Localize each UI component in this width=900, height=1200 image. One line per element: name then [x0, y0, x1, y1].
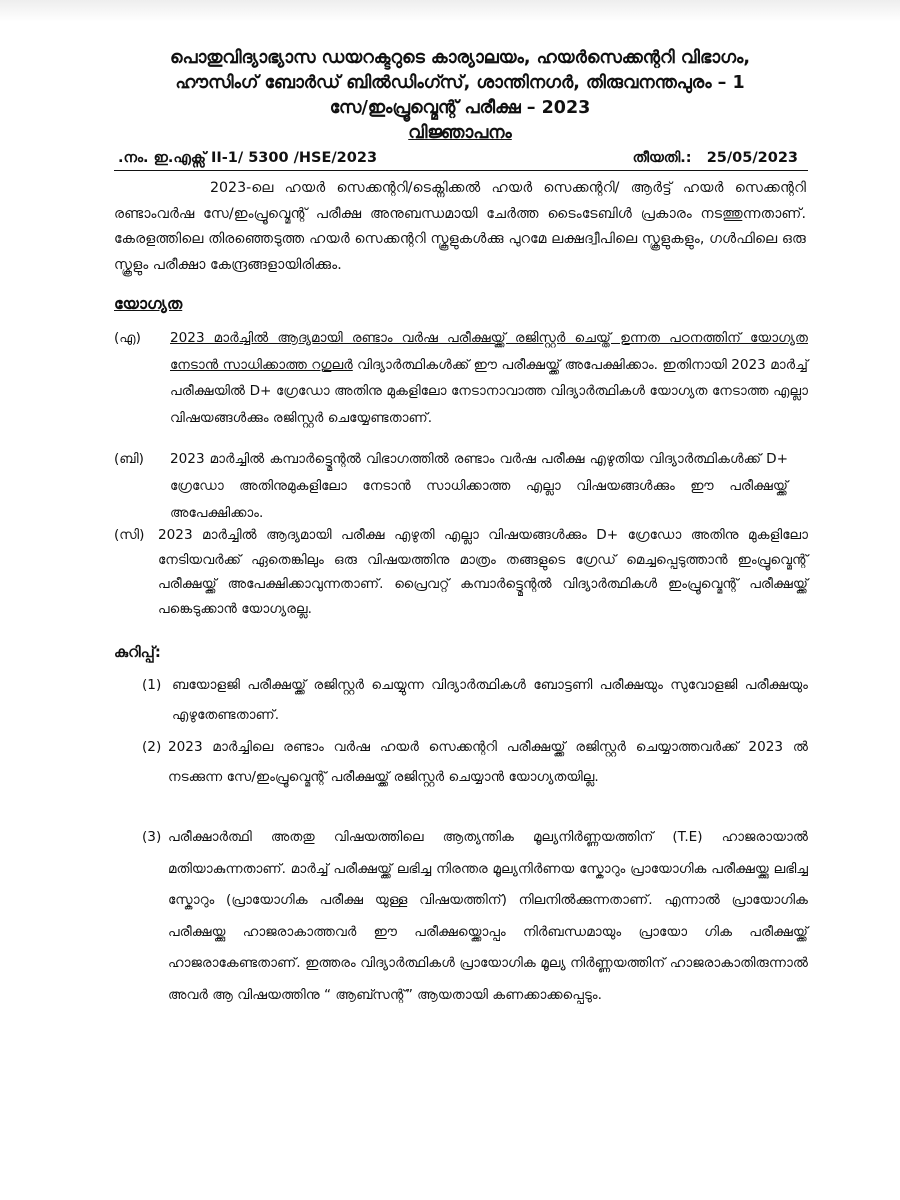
document-header: [110, 46, 810, 146]
item-text: 2023 മാർച്ചിൽ കമ്പാർട്ട്മെന്റൽ വിഭാഗത്തിൽ രണ്ടാം വർഷ പരീക്ഷ എഴുതിയ വിദ്യാർത്ഥികൾക്ക് D+ ഗ്രേഡോ അതിനുമുകളിലോ നേടാൻ സാധിക്കാത്ത എല്ലാ വിഷയങ്ങൾക്കും ഈ പരീക്ഷയ്ക്ക് അപേക്ഷിക്കാം.: [170, 451, 788, 521]
eligibility-item-a: [114, 325, 808, 431]
date-value: 25/05/2023: [706, 150, 798, 166]
reference-number: .നം. ഇ.എക്സ് II-1/ 5300 /HSE/2023: [118, 150, 378, 166]
intro-paragraph: [114, 176, 806, 278]
reference-date: [633, 150, 798, 166]
note-text: പരീക്ഷാർത്ഥി അതതു വിഷയത്തിലെ ആത്യന്തിക മൂല്യനിർണ്ണയത്തിന് (T.E) ഹാജരായാൽ മതിയാകുന്നതാണ്. മാർച്ച് പരീക്ഷയ്ക്ക് ലഭിച്ച നിരന്തര മൂല്യനിർണയ സ്കോറും പ്രായോഗിക പരീക്ഷയ്ക്കു ലഭിച്ച സ്കോറും (പ്രായോഗിക പരീക്ഷ യുള്ള വിഷയത്തിന്) നിലനിൽക്കുന്നതാണ്. എന്നാൽ പ്രായോഗിക പരീക്ഷയ്ക്കു ഹാജരാകാത്തവർ ഈ പരീക്ഷയ്ക്കൊപ്പം നിർബന്ധമായും പ്രായോ ഗിക പരീക്ഷയ്ക്ക് ഹാജരാകേണ്ടതാണ്. ഇത്തരം വിദ്യാർത്ഥികൾ പ്രായോഗിക മൂല്യ നിർണ്ണയത്തിന് ഹാജരാകാതിരുന്നാൽ അവർ ആ വിഷയത്തിനു “ ആബ്സന്റ്” ആയതായി കണക്കാക്കപ്പെടും.: [168, 829, 808, 1003]
notes-heading: കുറിപ്പ്:: [114, 643, 161, 661]
item-marker: (എ): [114, 330, 141, 346]
header-address-line: ഹൗസിംഗ് ബോർഡ് ബിൽഡിംഗ്സ്, ശാന്തിനഗർ, തിരുവനന്തപുരം – 1: [175, 73, 745, 93]
scan-top-band: [0, 0, 900, 22]
header-office-line: പൊതുവിദ്യാഭ്യാസ ഡയറക്ടറുടെ കാര്യാലയം, ഹയർസെക്കന്ററി വിഭാഗം,: [169, 48, 751, 68]
item-marker: (സി): [114, 527, 145, 543]
item-text-rest: വിദ്യാർത്ഥികൾക്ക് ഈ പരീക്ഷയ്ക്ക് അപേക്ഷിക്കാം. ഇതിനായി 2023 മാർച്ച് പരീക്ഷയിൽ D+ ഗ്രേഡോ അതിനു മുകളിലോ നേടാനാവാത്ത വിദ്യാർത്ഥികൾ യോഗ്യത നേടാത്ത എല്ലാ വിഷയങ്ങൾക്കും രജിസ്റ്റർ ചെയ്യേണ്ടതാണ്.: [170, 356, 808, 426]
note-text: ബയോളജി പരീക്ഷയ്ക്ക് രജിസ്റ്റർ ചെയ്യുന്ന വിദ്യാർത്ഥികൾ ബോട്ടണി പരീക്ഷയും സുവോളജി പരീക്ഷയും എഴുതേണ്ടതാണ്.: [172, 677, 808, 723]
note-item-3: [142, 822, 808, 1011]
intro-text: 2023-ലെ ഹയർ സെക്കന്ററി/ടെക്നിക്കൽ ഹയർ സെക്കന്ററി/ ആർട്ട് ഹയർ സെക്കന്ററി രണ്ടാംവർഷ സേ/ഇംപ്രൂവ്മെന്റ് പരീക്ഷ അനുബന്ധമായി ചേർത്ത ടൈംടേബിൾ പ്രകാരം നടത്തുന്നതാണ്. കേരളത്തിലെ തിരഞ്ഞെടുത്ത ഹയർ സെക്കന്ററി സ്കൂളുകൾക്കു പുറമേ ലക്ഷദ്വീപിലെ സ്കൂളുകളും, ഗൾഫിലെ ഒരു സ്കൂളും പരീക്ഷാ കേന്ദ്രങ്ങളായിരിക്കും.: [114, 180, 806, 273]
eligibility-item-b: [114, 446, 788, 527]
note-item-1: [142, 670, 808, 730]
header-exam-line: സേ/ഇംപ്രൂവ്മെന്റ് പരീക്ഷ – 2023: [329, 98, 591, 118]
item-text: 2023 മാർച്ചിൽ ആദ്യമായി പരീക്ഷ എഴുതി എല്ലാ വിഷയങ്ങൾക്കും D+ ഗ്രേഡോ അതിനു മുകളിലോ നേടിയവർക്ക് ഏതെങ്കിലും ഒരു വിഷയത്തിനു മാത്രം തങ്ങളുടെ ഗ്രേഡ് മെച്ചപ്പെടുത്താൻ ഇംപ്രൂവ്മെന്റ് പരീക്ഷയ്ക്ക് അപേക്ഷിക്കാവുന്നതാണ്. പ്രൈവറ്റ് കമ്പാർട്ട്മെന്റൽ വിദ്യാർത്ഥികൾ ഇംപ്രൂവ്മെന്റ് പരീക്ഷയ്ക്ക് പങ്കെടുക്കാൻ യോഗ്യരല്ല.: [158, 527, 808, 617]
item-text: [114, 325, 808, 431]
date-label: തീയതി.:: [632, 150, 692, 166]
note-marker: (3): [142, 829, 162, 845]
item-text-underlined: 2023 മാർച്ചിൽ ആദ്യമായി രണ്ടാം വർഷ പരീക്ഷയ്ക്ക് രജിസ്റ്റർ ചെയ്ത് ഉന്നത പഠനത്തിന് യോഗ്യത നേടാൻ സാധിക്കാത്ത റഗുലർ: [170, 330, 808, 373]
document-title: വിജ്ഞാപനം: [408, 123, 512, 143]
eligibility-heading: യോഗ്യത: [114, 294, 183, 313]
eligibility-item-c: [114, 523, 808, 621]
note-item-2: [142, 732, 808, 792]
note-text: 2023 മാർച്ചിലെ രണ്ടാം വർഷ ഹയർ സെക്കന്ററി പരീക്ഷയ്ക്ക് രജിസ്റ്റർ ചെയ്യാത്തവർക്ക് 2023 ൽ നടക്കുന്ന സേ/ഇംപ്രൂവ്മെന്റ് പരീക്ഷയ്ക്ക് രജിസ്റ്റർ ചെയ്യാൻ യോഗ്യതയില്ല.: [168, 739, 808, 785]
note-marker: (1): [142, 677, 162, 693]
reference-row: [114, 150, 808, 171]
item-marker: (ബി): [114, 451, 144, 467]
note-marker: (2): [142, 739, 162, 755]
